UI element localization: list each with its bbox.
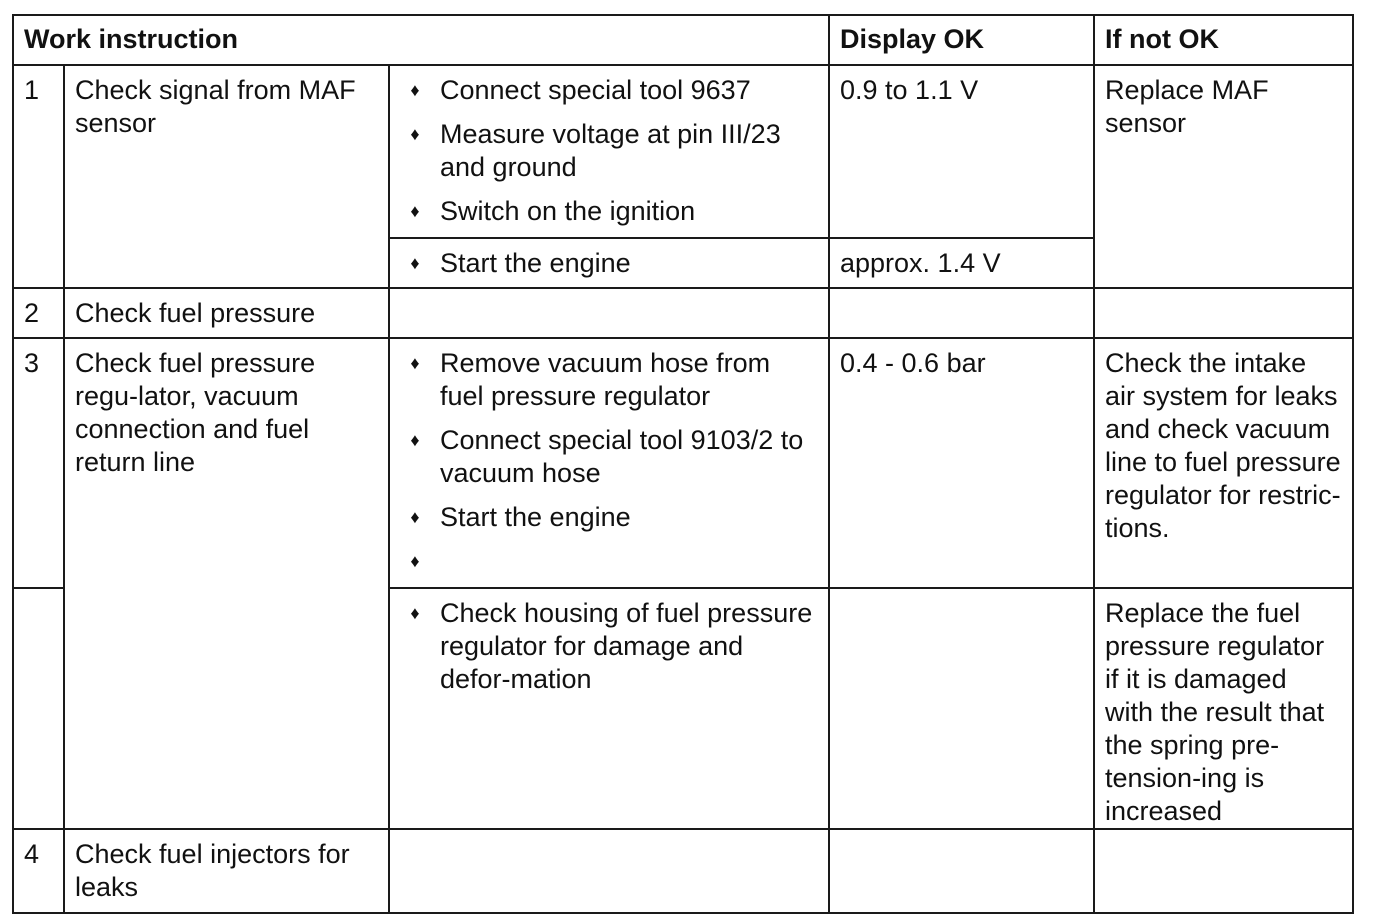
display-ok-value: 0.4 - 0.6 bar	[829, 338, 1094, 588]
table-row-2	[13, 288, 1353, 338]
step-list-empty	[389, 829, 829, 913]
step-item	[390, 597, 818, 696]
step-text: Check housing of fuel pressure regulator for damage and defor-mation	[440, 598, 813, 694]
step-item	[390, 545, 818, 578]
diamond-bullet-icon: ♦	[410, 124, 420, 144]
diamond-bullet-icon: ♦	[410, 551, 420, 571]
step-text: Connect special tool 9637	[440, 75, 751, 105]
row-number: 3	[13, 338, 64, 588]
header-if-not-ok: If not OK	[1094, 15, 1353, 65]
step-list	[389, 238, 829, 288]
step-text: Connect special tool 9103/2 to vacuum hose	[440, 425, 804, 488]
task-text: Check fuel pressure	[64, 288, 389, 338]
step-text: Start the engine	[440, 248, 631, 278]
if-not-ok-text: Replace MAF sensor	[1094, 65, 1353, 288]
if-not-ok-text: Check the intake air system for leaks and check vacuum line to fuel pressure regulator for restric-tions.	[1094, 338, 1353, 588]
work-instruction-table	[12, 14, 1354, 914]
step-text: Start the engine	[440, 502, 631, 532]
step-list	[389, 65, 829, 238]
step-item	[390, 74, 818, 107]
diamond-bullet-icon: ♦	[410, 201, 420, 221]
step-item	[390, 118, 818, 184]
task-text: Check fuel injectors for leaks	[64, 829, 389, 913]
step-item	[390, 247, 818, 280]
display-ok-value: 0.9 to 1.1 V	[829, 65, 1094, 238]
header-display-ok: Display OK	[829, 15, 1094, 65]
step-item	[390, 195, 818, 228]
row-number: 4	[13, 829, 64, 913]
step-text: Remove vacuum hose from fuel pressure regulator	[440, 348, 771, 411]
diamond-bullet-icon: ♦	[410, 430, 420, 450]
diamond-bullet-icon: ♦	[410, 80, 420, 100]
step-item	[390, 347, 818, 413]
if-not-ok-empty	[1094, 829, 1353, 913]
display-ok-empty	[829, 588, 1094, 829]
diamond-bullet-icon: ♦	[410, 253, 420, 273]
diamond-bullet-icon: ♦	[410, 353, 420, 373]
step-text: Measure voltage at pin III/23 and ground	[440, 119, 781, 182]
header-work-instruction: Work instruction	[13, 15, 829, 65]
step-list	[389, 588, 829, 829]
task-text: Check signal from MAF sensor	[64, 65, 389, 288]
header-row	[13, 15, 1353, 65]
work-instruction-table-wrapper	[12, 14, 1354, 914]
diamond-bullet-icon: ♦	[410, 603, 420, 623]
if-not-ok-empty	[1094, 288, 1353, 338]
display-ok-empty	[829, 288, 1094, 338]
display-ok-empty	[829, 829, 1094, 913]
task-text: Check fuel pressure regu-lator, vacuum connection and fuel return line	[64, 338, 389, 829]
table-row-1a	[13, 65, 1353, 238]
table-row-3a	[13, 338, 1353, 588]
diamond-bullet-icon: ♦	[410, 507, 420, 527]
step-item	[390, 424, 818, 490]
step-text: Switch on the ignition	[440, 196, 696, 226]
step-item	[390, 501, 818, 534]
step-text	[440, 545, 818, 578]
step-list	[389, 338, 829, 588]
row-number-empty	[13, 588, 64, 829]
row-number: 2	[13, 288, 64, 338]
step-list-empty	[389, 288, 829, 338]
table-row-4	[13, 829, 1353, 913]
if-not-ok-text: Replace the fuel pressure regulator if it is damaged with the result that the spring pre-tension-ing is increased	[1094, 588, 1353, 829]
row-number: 1	[13, 65, 64, 288]
display-ok-value: approx. 1.4 V	[829, 238, 1094, 288]
